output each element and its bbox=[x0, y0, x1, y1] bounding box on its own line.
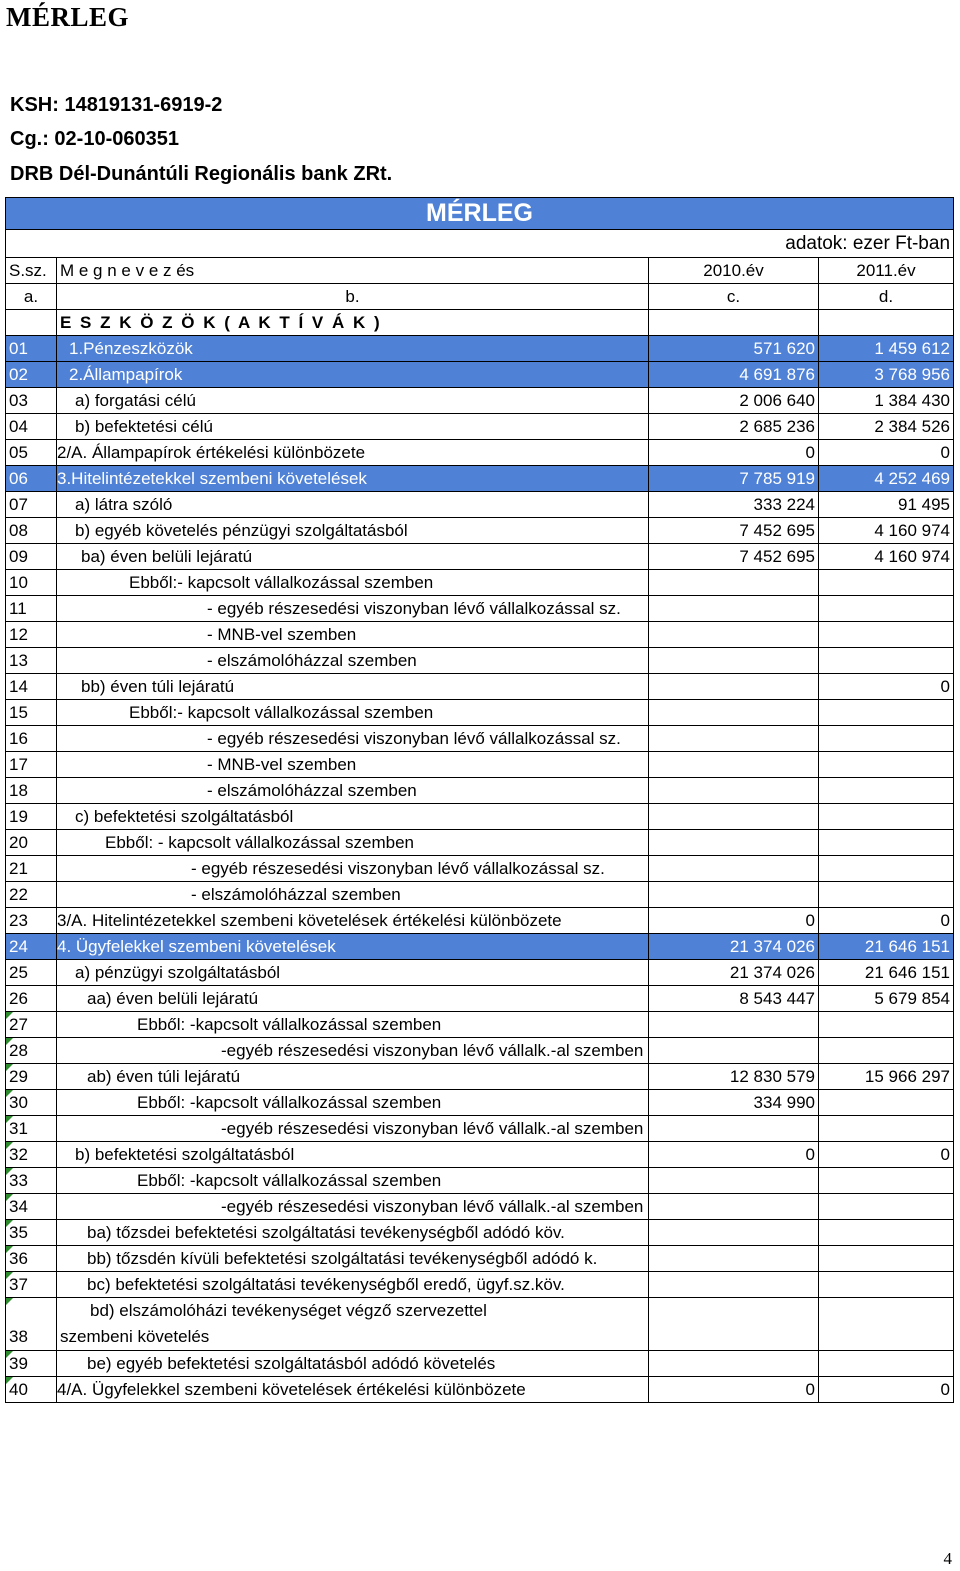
value-2011 bbox=[819, 1012, 954, 1038]
table-row bbox=[6, 1194, 954, 1220]
row-number: 24 bbox=[6, 934, 57, 960]
value-2011: 4 160 974 bbox=[819, 544, 954, 570]
page-title: MÉRLEG bbox=[6, 2, 130, 32]
row-label: b) befektetési szolgáltatásból bbox=[57, 1142, 649, 1168]
table-row bbox=[6, 778, 954, 804]
value-2010 bbox=[649, 1194, 819, 1220]
table-row bbox=[6, 1272, 954, 1298]
value-2010 bbox=[649, 1220, 819, 1246]
value-2011: 0 bbox=[819, 1142, 954, 1168]
value-2010: 2 685 236 bbox=[649, 414, 819, 440]
value-2010 bbox=[649, 752, 819, 778]
value-2011 bbox=[819, 856, 954, 882]
row-number: 33 bbox=[6, 1168, 57, 1194]
table-row bbox=[6, 570, 954, 596]
value-2011: 3 768 956 bbox=[819, 362, 954, 388]
value-2010: 0 bbox=[649, 440, 819, 466]
value-2011 bbox=[819, 1272, 954, 1298]
row-label: 4/A. Ügyfelekkel szembeni követelések értékelési különbözete bbox=[57, 1377, 649, 1403]
section-row bbox=[6, 310, 954, 336]
row-label: b) egyéb követelés pénzügyi szolgáltatásból bbox=[57, 518, 649, 544]
row-number: 20 bbox=[6, 830, 57, 856]
row-label: -egyéb részesedési viszonyban lévő vállalk.-al szemben bbox=[57, 1116, 649, 1142]
row-number: 21 bbox=[6, 856, 57, 882]
row-label: - elszámolóházzal szemben bbox=[57, 648, 649, 674]
row-label: bc) befektetési szolgáltatási tevékenységből eredő, ügyf.sz.köv. bbox=[57, 1272, 649, 1298]
table-row bbox=[6, 596, 954, 622]
table-row bbox=[6, 986, 954, 1012]
row-number: 30 bbox=[6, 1090, 57, 1116]
value-2010: 2 006 640 bbox=[649, 388, 819, 414]
table-title: MÉRLEG bbox=[6, 198, 954, 230]
table-row bbox=[6, 1246, 954, 1272]
value-2011: 0 bbox=[819, 674, 954, 700]
row-label-line2: szembeni követelés bbox=[60, 1327, 210, 1346]
row-label: - egyéb részesedési viszonyban lévő vállalkozással sz. bbox=[57, 596, 649, 622]
table-row bbox=[6, 388, 954, 414]
value-2011: 0 bbox=[819, 440, 954, 466]
table-row bbox=[6, 1298, 954, 1351]
row-number: 18 bbox=[6, 778, 57, 804]
section-d-empty bbox=[819, 310, 954, 336]
row-label: - elszámolóházzal szemben bbox=[57, 882, 649, 908]
value-2010 bbox=[649, 1012, 819, 1038]
value-2010 bbox=[649, 856, 819, 882]
value-2011 bbox=[819, 830, 954, 856]
letter-c: c. bbox=[649, 284, 819, 310]
row-number: 38 bbox=[6, 1298, 57, 1351]
value-2011: 0 bbox=[819, 1377, 954, 1403]
value-2011 bbox=[819, 596, 954, 622]
row-label: a) pénzügyi szolgáltatásból bbox=[57, 960, 649, 986]
value-2010 bbox=[649, 1272, 819, 1298]
value-2010 bbox=[649, 700, 819, 726]
row-label bbox=[57, 1298, 649, 1351]
table-row bbox=[6, 1038, 954, 1064]
letter-a: a. bbox=[6, 284, 57, 310]
value-2011 bbox=[819, 1194, 954, 1220]
row-label: Ebből: -kapcsolt vállalkozással szemben bbox=[57, 1012, 649, 1038]
value-2011: 2 384 526 bbox=[819, 414, 954, 440]
row-number: 05 bbox=[6, 440, 57, 466]
table-row bbox=[6, 492, 954, 518]
table-row bbox=[6, 336, 954, 362]
row-label: Ebből: -kapcsolt vállalkozással szemben bbox=[57, 1168, 649, 1194]
value-2011 bbox=[819, 882, 954, 908]
row-label: aa) éven belüli lejáratú bbox=[57, 986, 649, 1012]
row-number: 09 bbox=[6, 544, 57, 570]
value-2010: 8 543 447 bbox=[649, 986, 819, 1012]
table-row bbox=[6, 934, 954, 960]
table-row bbox=[6, 674, 954, 700]
value-2011 bbox=[819, 778, 954, 804]
row-number: 19 bbox=[6, 804, 57, 830]
row-number: 16 bbox=[6, 726, 57, 752]
value-2010 bbox=[649, 1038, 819, 1064]
row-number: 06 bbox=[6, 466, 57, 492]
row-label: Ebből: -kapcsolt vállalkozással szemben bbox=[57, 1090, 649, 1116]
row-number: 10 bbox=[6, 570, 57, 596]
value-2010 bbox=[649, 778, 819, 804]
value-2011 bbox=[819, 1246, 954, 1272]
row-label: a) forgatási célú bbox=[57, 388, 649, 414]
row-label: ba) éven belüli lejáratú bbox=[57, 544, 649, 570]
table-row bbox=[6, 1090, 954, 1116]
table-row bbox=[6, 882, 954, 908]
value-2011: 4 160 974 bbox=[819, 518, 954, 544]
row-label: - MNB-vel szemben bbox=[57, 752, 649, 778]
row-number: 17 bbox=[6, 752, 57, 778]
value-2010: 21 374 026 bbox=[649, 934, 819, 960]
table-row bbox=[6, 1064, 954, 1090]
value-2010 bbox=[649, 570, 819, 596]
value-2011 bbox=[819, 700, 954, 726]
value-2010: 0 bbox=[649, 1377, 819, 1403]
row-label: 3.Hitelintézetekkel szembeni követelések bbox=[57, 466, 649, 492]
value-2010 bbox=[649, 596, 819, 622]
value-2011: 21 646 151 bbox=[819, 960, 954, 986]
section-c-empty bbox=[649, 310, 819, 336]
table-row bbox=[6, 752, 954, 778]
section-ssz-empty bbox=[6, 310, 57, 336]
table-row bbox=[6, 1116, 954, 1142]
row-number: 13 bbox=[6, 648, 57, 674]
row-number: 28 bbox=[6, 1038, 57, 1064]
table-row bbox=[6, 700, 954, 726]
value-2010 bbox=[649, 882, 819, 908]
row-number: 34 bbox=[6, 1194, 57, 1220]
table-row bbox=[6, 414, 954, 440]
balance-sheet-table bbox=[5, 197, 954, 1403]
row-number: 23 bbox=[6, 908, 57, 934]
table-row bbox=[6, 440, 954, 466]
bank-name: DRB Dél-Dunántúli Regionális bank ZRt. bbox=[10, 163, 393, 185]
row-label: ba) tőzsdei befektetési szolgáltatási tevékenységből adódó köv. bbox=[57, 1220, 649, 1246]
row-number: 03 bbox=[6, 388, 57, 414]
header-2010: 2010.év bbox=[649, 258, 819, 284]
row-number: 35 bbox=[6, 1220, 57, 1246]
table-row bbox=[6, 362, 954, 388]
row-label: be) egyéb befektetési szolgáltatásból adódó követelés bbox=[57, 1351, 649, 1377]
value-2011: 0 bbox=[819, 908, 954, 934]
value-2011: 15 966 297 bbox=[819, 1064, 954, 1090]
row-label: Ebből:- kapcsolt vállalkozással szemben bbox=[57, 570, 649, 596]
value-2010: 571 620 bbox=[649, 336, 819, 362]
row-number: 01 bbox=[6, 336, 57, 362]
row-number: 37 bbox=[6, 1272, 57, 1298]
table-row bbox=[6, 622, 954, 648]
row-number: 32 bbox=[6, 1142, 57, 1168]
row-label: 3/A. Hitelintézetekkel szembeni követelések értékelési különbözete bbox=[57, 908, 649, 934]
letters-row bbox=[6, 284, 954, 310]
value-2010: 12 830 579 bbox=[649, 1064, 819, 1090]
row-label: - egyéb részesedési viszonyban lévő vállalkozással sz. bbox=[57, 856, 649, 882]
table-row bbox=[6, 856, 954, 882]
row-number: 22 bbox=[6, 882, 57, 908]
value-2011 bbox=[819, 622, 954, 648]
row-number: 14 bbox=[6, 674, 57, 700]
row-label: 2.Állampapírok bbox=[57, 362, 649, 388]
value-2011: 1 384 430 bbox=[819, 388, 954, 414]
value-2011 bbox=[819, 1351, 954, 1377]
table-row bbox=[6, 830, 954, 856]
value-2011 bbox=[819, 570, 954, 596]
row-label: 2/A. Állampapírok értékelési különbözete bbox=[57, 440, 649, 466]
value-2011 bbox=[819, 1090, 954, 1116]
value-2011: 21 646 151 bbox=[819, 934, 954, 960]
value-2010 bbox=[649, 1246, 819, 1272]
row-number: 15 bbox=[6, 700, 57, 726]
table-row bbox=[6, 466, 954, 492]
value-2010: 7 452 695 bbox=[649, 518, 819, 544]
value-2010: 334 990 bbox=[649, 1090, 819, 1116]
units-row bbox=[6, 230, 954, 258]
value-2011: 5 679 854 bbox=[819, 986, 954, 1012]
row-label: a) látra szóló bbox=[57, 492, 649, 518]
table-row bbox=[6, 1220, 954, 1246]
row-label: bb) éven túli lejáratú bbox=[57, 674, 649, 700]
page-number: 4 bbox=[943, 1549, 952, 1568]
value-2010: 0 bbox=[649, 908, 819, 934]
row-label: bb) tőzsdén kívüli befektetési szolgáltatási tevékenységből adódó k. bbox=[57, 1246, 649, 1272]
section-title: E S Z K Ö Z Ö K ( A K T Í V Á K ) bbox=[57, 310, 649, 336]
value-2011: 91 495 bbox=[819, 492, 954, 518]
value-2011 bbox=[819, 1298, 954, 1351]
row-number: 12 bbox=[6, 622, 57, 648]
value-2011 bbox=[819, 726, 954, 752]
row-label: Ebből:- kapcsolt vállalkozással szemben bbox=[57, 700, 649, 726]
value-2010: 333 224 bbox=[649, 492, 819, 518]
value-2010 bbox=[649, 1168, 819, 1194]
value-2010 bbox=[649, 1351, 819, 1377]
row-number: 02 bbox=[6, 362, 57, 388]
table-row bbox=[6, 960, 954, 986]
header-ssz: S.sz. bbox=[6, 258, 57, 284]
row-number: 31 bbox=[6, 1116, 57, 1142]
value-2011 bbox=[819, 752, 954, 778]
row-label: -egyéb részesedési viszonyban lévő vállalk.-al szemben bbox=[57, 1194, 649, 1220]
value-2010: 7 452 695 bbox=[649, 544, 819, 570]
row-label: b) befektetési célú bbox=[57, 414, 649, 440]
value-2010 bbox=[649, 1116, 819, 1142]
row-number: 27 bbox=[6, 1012, 57, 1038]
value-2010: 21 374 026 bbox=[649, 960, 819, 986]
value-2011 bbox=[819, 804, 954, 830]
units-label: adatok: ezer Ft-ban bbox=[6, 230, 954, 258]
value-2011 bbox=[819, 1168, 954, 1194]
value-2011 bbox=[819, 1116, 954, 1142]
table-row bbox=[6, 908, 954, 934]
value-2010 bbox=[649, 674, 819, 700]
header-row bbox=[6, 258, 954, 284]
value-2010: 4 691 876 bbox=[649, 362, 819, 388]
table-row bbox=[6, 518, 954, 544]
table-row bbox=[6, 1377, 954, 1403]
value-2010 bbox=[649, 726, 819, 752]
table-row bbox=[6, 1168, 954, 1194]
row-number: 04 bbox=[6, 414, 57, 440]
row-number: 26 bbox=[6, 986, 57, 1012]
table-row bbox=[6, 1012, 954, 1038]
letter-d: d. bbox=[819, 284, 954, 310]
row-label: - egyéb részesedési viszonyban lévő vállalkozással sz. bbox=[57, 726, 649, 752]
row-number: 36 bbox=[6, 1246, 57, 1272]
row-label: 1.Pénzeszközök bbox=[57, 336, 649, 362]
table-row bbox=[6, 804, 954, 830]
letter-b: b. bbox=[57, 284, 649, 310]
row-label: - elszámolóházzal szemben bbox=[57, 778, 649, 804]
table-row bbox=[6, 1142, 954, 1168]
company-registry-number: Cg.: 02-10-060351 bbox=[10, 128, 179, 150]
value-2011 bbox=[819, 648, 954, 674]
row-number: 11 bbox=[6, 596, 57, 622]
table-title-row bbox=[6, 198, 954, 230]
value-2011: 1 459 612 bbox=[819, 336, 954, 362]
row-number: 25 bbox=[6, 960, 57, 986]
value-2010 bbox=[649, 804, 819, 830]
value-2010: 0 bbox=[649, 1142, 819, 1168]
row-number: 07 bbox=[6, 492, 57, 518]
table-row bbox=[6, 648, 954, 674]
ksh-number: KSH: 14819131-6919-2 bbox=[10, 94, 223, 116]
row-label: - MNB-vel szemben bbox=[57, 622, 649, 648]
header-name: M e g n e v e z és bbox=[57, 258, 649, 284]
row-label: ab) éven túli lejáratú bbox=[57, 1064, 649, 1090]
row-number: 40 bbox=[6, 1377, 57, 1403]
value-2010 bbox=[649, 648, 819, 674]
value-2010 bbox=[649, 830, 819, 856]
row-number: 29 bbox=[6, 1064, 57, 1090]
value-2010 bbox=[649, 1298, 819, 1351]
row-number: 08 bbox=[6, 518, 57, 544]
table-row bbox=[6, 726, 954, 752]
value-2011: 4 252 469 bbox=[819, 466, 954, 492]
row-label: c) befektetési szolgáltatásból bbox=[57, 804, 649, 830]
header-2011: 2011.év bbox=[819, 258, 954, 284]
row-label-line1: bd) elszámolóházi tevékenységet végző szervezettel bbox=[90, 1301, 487, 1320]
row-label: Ebből: - kapcsolt vállalkozással szemben bbox=[57, 830, 649, 856]
table-row bbox=[6, 1351, 954, 1377]
value-2010: 7 785 919 bbox=[649, 466, 819, 492]
row-number: 39 bbox=[6, 1351, 57, 1377]
row-label: -egyéb részesedési viszonyban lévő vállalk.-al szemben bbox=[57, 1038, 649, 1064]
table-row bbox=[6, 544, 954, 570]
value-2011 bbox=[819, 1038, 954, 1064]
value-2011 bbox=[819, 1220, 954, 1246]
value-2010 bbox=[649, 622, 819, 648]
row-label: 4. Ügyfelekkel szembeni követelések bbox=[57, 934, 649, 960]
